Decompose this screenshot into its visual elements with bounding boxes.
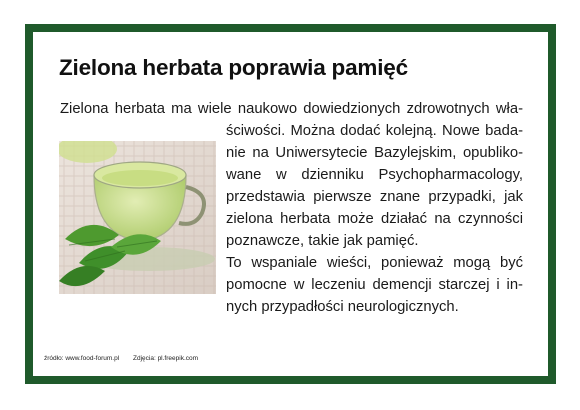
- article-body: [226, 120, 523, 318]
- text-line: wane w dzienniku Psychopharmacology,: [226, 167, 523, 183]
- text-line: Zielona herbata ma wiele naukowo dowiedzionych zdrowotnych wła-: [60, 101, 523, 117]
- text-line: nie na Uniwersytecie Bazylejskim, opubliko-: [226, 145, 523, 161]
- text-line: zielona herbata może działać na czynności: [226, 211, 523, 227]
- tea-illustration: [59, 141, 216, 294]
- text-line: przedstawia pierwsze znane przypadki, jak: [226, 189, 523, 205]
- text-line: To wspaniale wieści, ponieważ mogą być: [226, 255, 523, 271]
- text-line: nych przypadłości neurologicznych.: [226, 299, 459, 315]
- source-credit: źródło: www.food-forum.pl: [44, 355, 120, 362]
- article-title: Zielona herbata poprawia pamięć: [59, 55, 408, 80]
- text-line: poznawcze, takie jak pamięć.: [226, 233, 419, 249]
- article-intro: [60, 98, 523, 120]
- photo-credit: Zdjęcia: pl.freepik.com: [133, 355, 199, 362]
- text-line: pomocne w leczeniu demencji starczej i in-: [226, 277, 523, 293]
- tea-photo: [59, 141, 216, 294]
- text-line: ściwości. Można dodać kolejną. Nowe bada-: [226, 123, 523, 139]
